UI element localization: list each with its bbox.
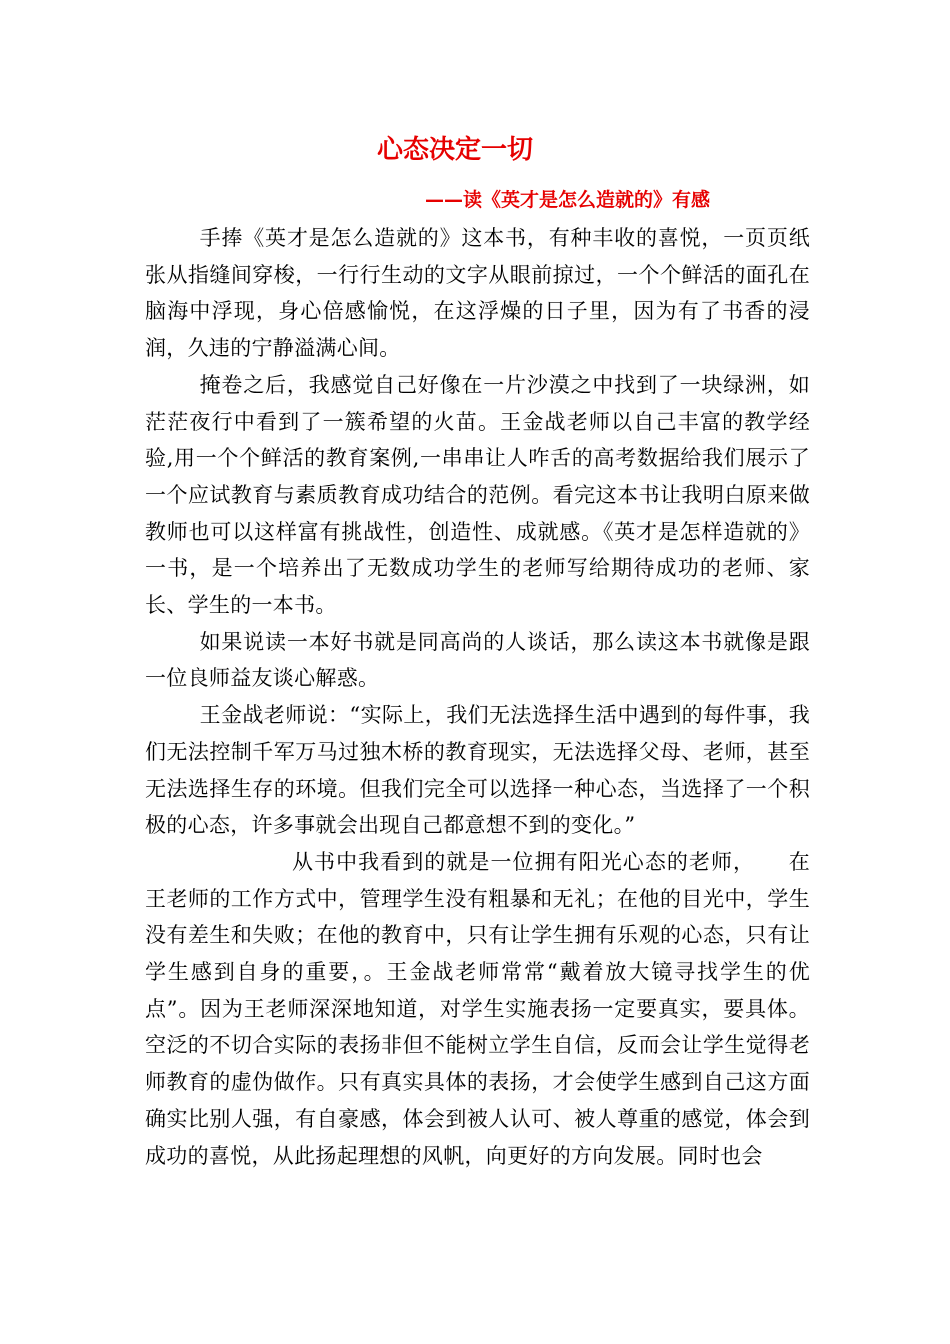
document-title: 心态决定一切	[376, 135, 533, 165]
paragraph-3: 如果说读一本好书就是同高尚的人谈话，那么读这本书就像是跟一位良师益友谈心解惑。	[145, 629, 810, 691]
paragraph-5: 从书中我看到的就是一位拥有阳光心态的老师， 在王老师的工作方式中，管理学生没有粗暴和无礼；在他的目光中，学生没有差生和失败；在他的教育中，只有让学生拥有乐观的心态，只有让学生感到自身的重要，。王金战老师常常“戴着放大镜寻找学生的优点”。因为王老师深深地知道，对学生实施表扬一定要真实，要具体。空泛的不切合实际的表扬非但不能树立学生自信，反而会让学生觉得老师教育的虚伪做作。只有真实具体的表扬，才会使学生感到自己这方面确实比别人强，有自豪感，体会到被人认可、被人尊重的感觉，体会到成功的喜悦，从此扬起理想的风帆，向更好的方向发展。同时也会	[145, 849, 810, 1168]
document-body	[145, 220, 810, 1174]
document-subtitle: ——读《英才是怎么造就的》有感	[425, 189, 711, 211]
paragraph-2: 掩卷之后，我感觉自己好像在一片沙漠之中找到了一块绿洲，如茫茫夜行中看到了一簇希望的火苗。王金战老师以自己丰富的教学经验,用一个个鲜活的教育案例,一串串让人咋舌的高考数据给我们展示了一个应试教育与素质教育成功结合的范例。看完这本书让我明白原来做教师也可以这样富有挑战性，创造性、成就感。《英才是怎样造就的》一书，是一个培养出了无数成功学生的老师写给期待成功的老师、家长、学生的一本书。	[145, 372, 810, 618]
paragraph-1: 手捧《英才是怎么造就的》这本书，有种丰收的喜悦，一页页纸张从指缝间穿梭，一行行生动的文字从眼前掠过，一个个鲜活的面孔在脑海中浮现，身心倍感愉悦，在这浮燥的日子里，因为有了书香的浸润，久违的宁静溢满心间。	[145, 226, 810, 361]
paragraph-4: 王金战老师说：“实际上，我们无法选择生活中遇到的每件事，我们无法控制千军万马过独木桥的教育现实，无法选择父母、老师，甚至无法选择生存的环境。但我们完全可以选择一种心态，当选择了一个积极的心态，许多事就会出现自己都意想不到的变化。”	[145, 703, 810, 838]
